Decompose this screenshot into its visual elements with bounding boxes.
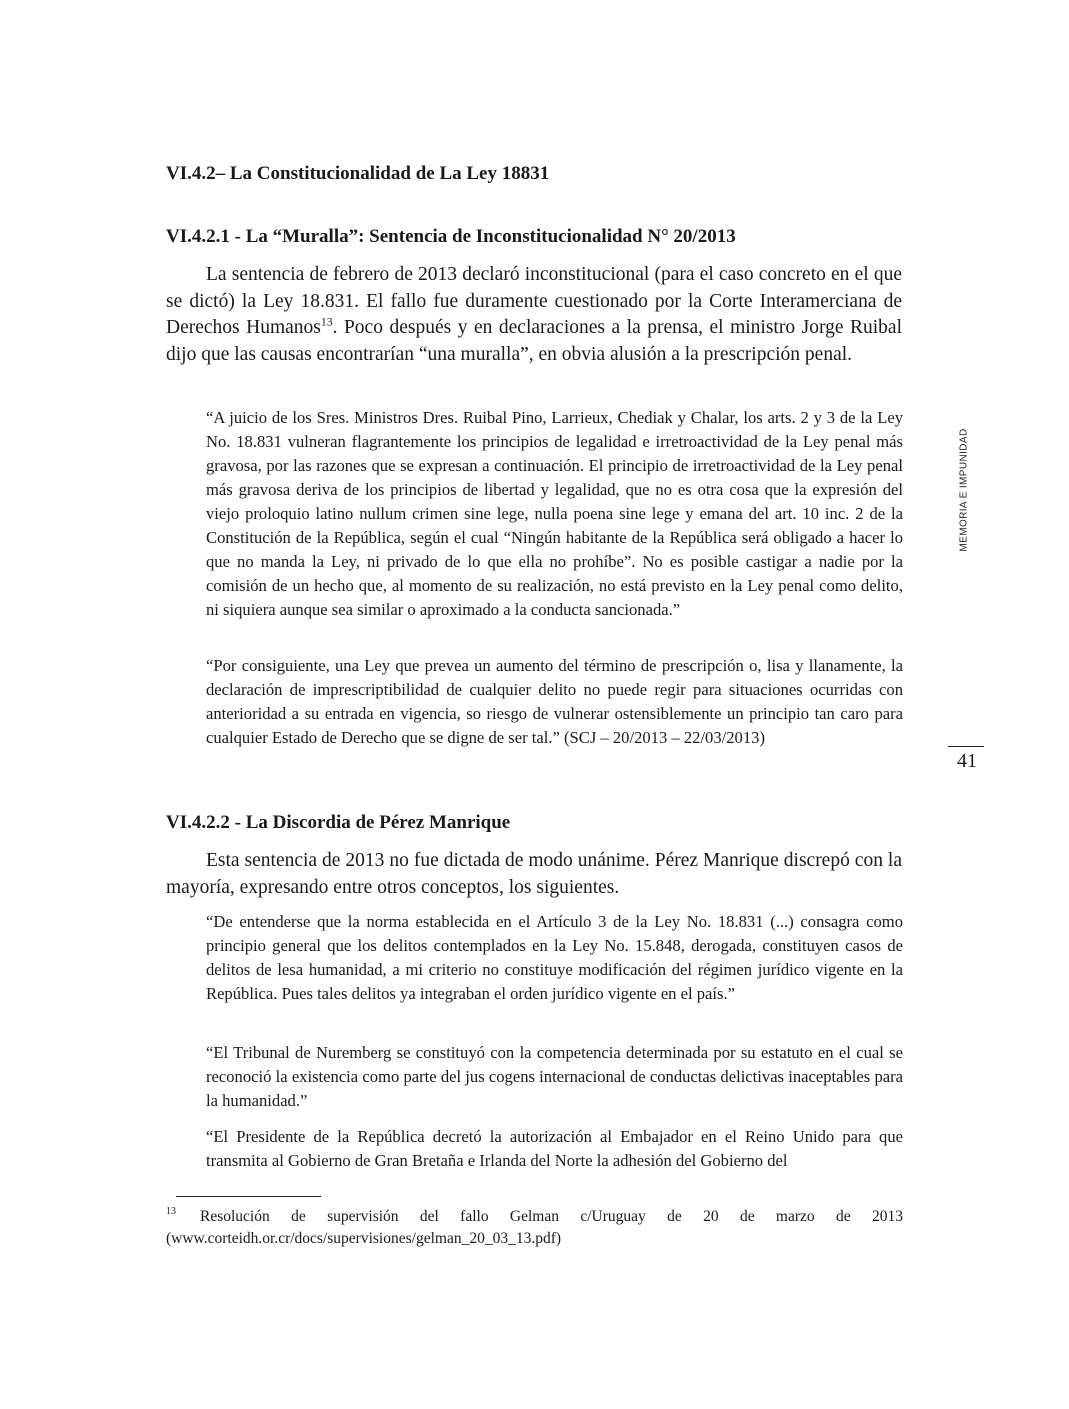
- footnote-separator: [176, 1196, 321, 1197]
- running-header-side-label: MEMORIA E IMPUNIDAD: [958, 428, 970, 552]
- block-quote: “A juicio de los Sres. Ministros Dres. Ruibal Pino, Larrieux, Chediak y Chalar, los arts. 2 y 3 de la Ley No. 18.831 vulneran flagrantemente los principios de legalidad e irretroactividad de la Ley penal más gravosa, por las razones que se expresan a continuación. El principio de irretroactividad de la Ley penal más gravosa deriva de los principios de libertad y legalidad, que no es otra cosa que la expresión del viejo proloquio latino nullum crimen sine lege, nulla poena sine lege y emana del art. 10 inc. 2 de la Constitución de la República, según el cual “Ningún habitante de la República será obligado a hacer lo que no manda la Ley, ni privado de lo que ella no prohíbe”. No es posible castigar a nadie por la comisión de un hecho que, al momento de su realización, no está previsto en la Ley penal como delito, ni siquiera aunque sea similar o aproximado a la conducta sancionada.”: [206, 408, 903, 619]
- paragraph-text-continued: . Poco después y en declaraciones a la prensa, el ministro Jorge Ruibal dijo que las causas encontrarían “una muralla”, en obvia alusión a la prescripción penal.: [166, 317, 902, 365]
- footnote-reference[interactable]: 13: [320, 315, 333, 329]
- paragraph-text: La sentencia de febrero de 2013 declaró inconstitucional (para el caso concreto en el que se dictó) la Ley 18.831. El fallo fue duramente cuestionado por la Corte Interamerciana de Derechos Humanos: [166, 264, 902, 339]
- block-quote: “El Tribunal de Nuremberg se constituyó con la competencia determinada por su estatuto en el cual se reconoció la existencia como parte del jus cogens internacional de conductas delictivas inaceptables para la humanidad.”: [206, 1043, 903, 1110]
- page-number-rule: [948, 746, 984, 747]
- block-quote: “El Presidente de la República decretó la autorización al Embajador en el Reino Unido para que transmita al Gobierno de Gran Bretaña e Irlanda del Norte la adhesión del Gobierno del: [206, 1127, 903, 1170]
- body-paragraph: Esta sentencia de 2013 no fue dictada de modo unánime. Pérez Manrique discrepó con la mayoría, expresando entre otros conceptos, los siguientes.: [166, 850, 902, 898]
- section-heading: VI.4.2– La Constitucionalidad de La Ley 18831: [166, 163, 550, 184]
- body-paragraph: [166, 262, 902, 368]
- footnote-number: 13: [166, 1206, 176, 1217]
- page-number: 41: [957, 750, 977, 772]
- subsection-heading-discordia: VI.4.2.2 - La Discordia de Pérez Manrique: [166, 812, 511, 833]
- block-quote: “Por consiguiente, una Ley que prevea un aumento del término de prescripción o, lisa y llanamente, la declaración de imprescriptibilidad de cualquier delito no puede regir para situaciones ocurridas con anterioridad a su entrada en vigencia, so riesgo de vulnerar ostensiblemente un principio tan caro para cualquier Estado de Derecho que se digne de ser tal.” (SCJ – 20/2013 – 22/03/2013): [206, 656, 903, 747]
- footnote-text: Resolución de supervisión del fallo Gelman c/Uruguay de 20 de marzo de 2013 (www.corteidh.or.cr/docs/supervisiones/gelman_20_03_13.pdf): [166, 1208, 903, 1247]
- block-quote: “De entenderse que la norma establecida en el Artículo 3 de la Ley No. 18.831 (...) consagra como principio general que los delitos contemplados en la Ley No. 15.848, derogada, constituyen casos de delitos de lesa humanidad, a mi criterio no constituye modificación del régimen jurídico vigente en la República. Pues tales delitos ya integraban el orden jurídico vigente en el país.”: [206, 912, 903, 1003]
- subsection-heading-muralla: VI.4.2.1 - La “Muralla”: Sentencia de Inconstitucionalidad N° 20/2013: [166, 226, 736, 247]
